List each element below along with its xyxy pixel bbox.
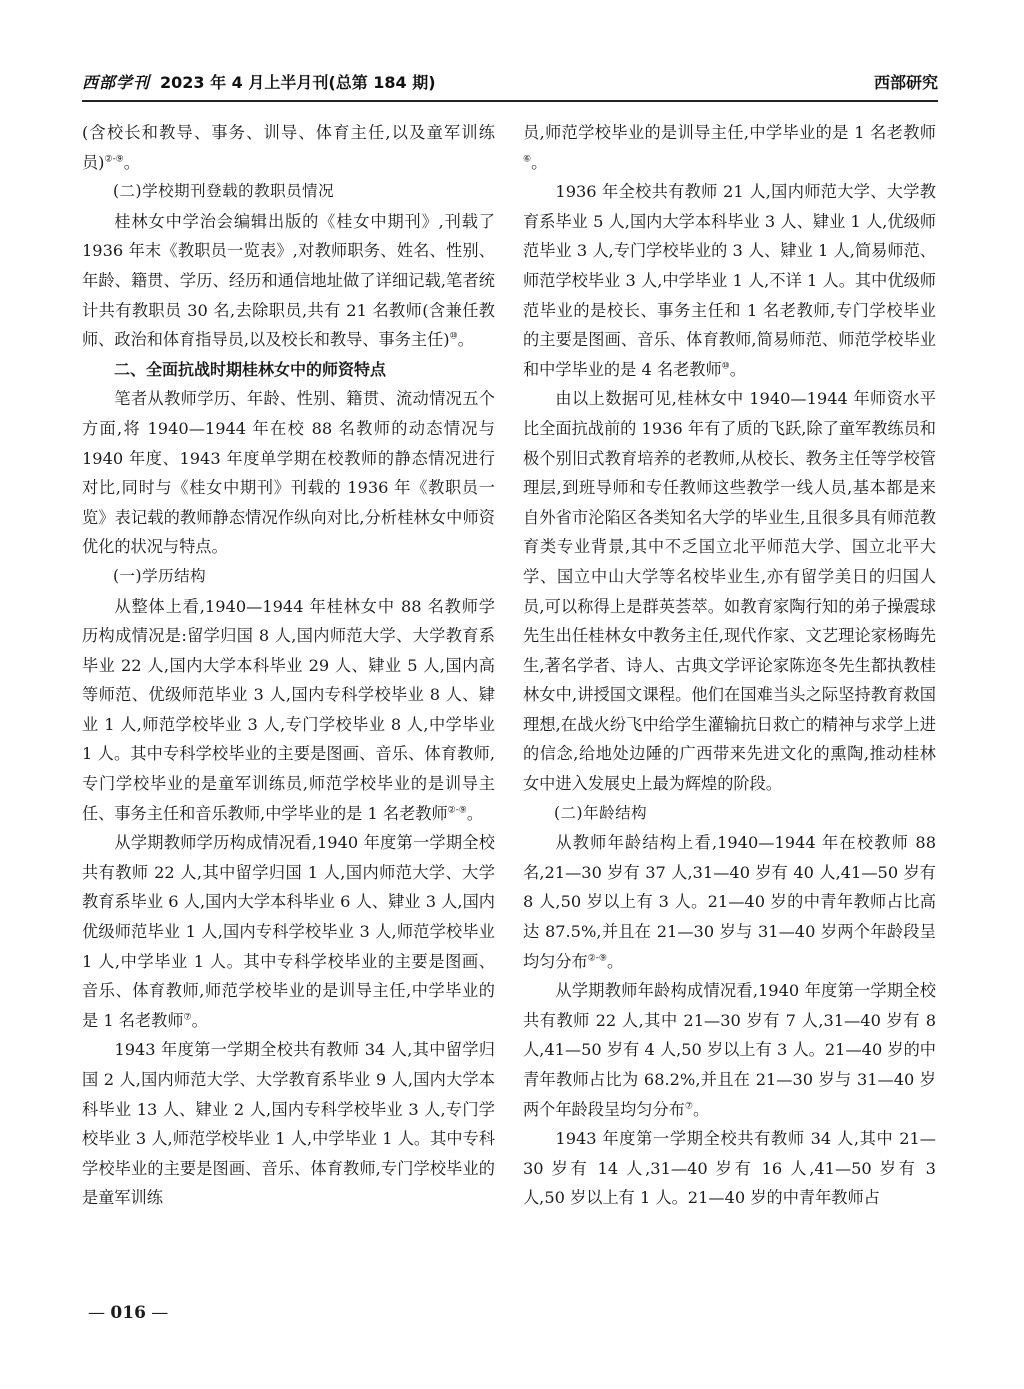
issue-info: 2023 年 4 月上半月刊(总第 184 期) xyxy=(160,73,436,92)
journal-logo: 西部学刊 xyxy=(82,73,151,92)
running-header xyxy=(82,66,938,102)
paragraph: 从教师年龄结构上看,1940—1944 年在校教师 88 名,21—30 岁有 37 人,31—40 岁有 40 人,41—50 岁有 8 人,50 岁以上有 3 人。21—40 岁的中青年教师占比高达 87.5%,并且在 21—30 岁与 31—40 岁两个年龄段呈均匀分布②-⑨。 xyxy=(523,833,936,971)
section-heading: 二、全面抗战时期桂林女中的师资特点 xyxy=(114,359,387,379)
footnote-ref: ⑩ xyxy=(449,331,458,342)
paragraph: 1943 年度第一学期全校共有教师 34 人,其中留学归国 2 人,国内师范大学、大学教育系毕业 9 人,国内大学本科毕业 13 人、肄业 2 人,国内专科学校毕业 3 人,专门学校毕业 3 人,师范学校毕业 1 人,中学毕业 1 人。其中专科学校毕业的主要是图画、音乐、体育教师,专门学校毕业的是童军训练 xyxy=(82,1040,495,1208)
footnote-ref: ②-⑨ xyxy=(104,154,124,165)
footnote-ref: ②-⑨ xyxy=(447,805,467,816)
paragraph: 由以上数据可见,桂林女中 1940—1944 年师资水平比全面抗战前的 1936 年有了质的飞跃,除了童军教练员和极个别旧式教育培养的老教师,从校长、教务主任等学校管理层,到班导师和专任教师这些教学一线人员,基本都是来自外省市沦陷区各类知名大学的毕业生,且很多具有师范教育类专业背景,其中不乏国立北平师范大学、国立北平大学、国立中山大学等名校毕业生,亦有留学美日的归国人员,可以称得上是群英荟萃。如教育家陶行知的弟子操震球先生出任桂林女中教务主任,现代作家、文艺理论家杨晦先生,著名学者、诗人、古典文学评论家陈迩冬先生都执教桂林女中,讲授国文课程。他们在国难当头之际坚持教育救国理想,在战火纷飞中给学生灌输抗日救亡的精神与求学上进的信念,给地处边陲的广西带来先进文化的熏陶,推动桂林女中进入发展史上最为辉煌的阶段。 xyxy=(523,389,936,794)
section-title: 西部研究 xyxy=(873,73,938,92)
paragraph: 从整体上看,1940—1944 年桂林女中 88 名教师学历构成情况是:留学归国 8 人,国内师范大学、大学教育系毕业 22 人,国内大学本科毕业 29 人、肄业 5 人,国内高等师范、优级师范毕业 3 人,国内专科学校毕业 8 人、肄业 1 人,师范学校毕业 3 人,专门学校毕业 8 人,中学毕业 1 人。其中专科学校毕业的主要是图画、音乐、体育教师,专门学校毕业的是童军训练员,师范学校毕业的是训导主任、事务主任和音乐教师,中学毕业的是 1 名老教师②-⑨。 xyxy=(82,596,495,823)
paragraph: 笔者从教师学历、年龄、性别、籍贯、流动情况五个方面,将 1940—1944 年在校 88 名教师的动态情况与 1940 年度、1943 年度单学期在校教师的静态情况进行对比,同时与《桂女中期刊》刊载的 1936 年《教职员一览》表记载的教师静态情况作纵向对比,分析桂林女中师资优化的状况与特点。 xyxy=(82,389,495,557)
paragraph: (含校长和教导、事务、训导、体育主任,以及童军训练员)②-⑨。 xyxy=(82,123,495,172)
paragraph: 1936 年全校共有教师 21 人,国内师范大学、大学教育系毕业 5 人,国内大学本科毕业 3 人、肄业 1 人,优级师范毕业 3 人,专门学校毕业的 3 人、肄业 1 人,简易师范、师范学校毕业 3 人,中学毕业 1 人,不详 1 人。其中优级师范毕业的是校长、事务主任和 1 名老教师,专门学校毕业的主要是图画、音乐、体育教师,简易师范、师范学校毕业和中学毕业的是 4 名老教师⑩。 xyxy=(523,182,936,379)
page-number: 016 xyxy=(110,1303,146,1323)
right-column xyxy=(523,118,936,1318)
paragraph: 从学期教师年龄构成情况看,1940 年度第一学期全校共有教师 22 人,其中 21—30 岁有 7 人,31—40 岁有 8 人,41—50 岁有 4 人,50 岁以上有 3 人。21—40 岁的中青年教师占比为 68.2%,并且在 21—30 岁与 31—40 岁两个年龄段呈均匀分布⑦。 xyxy=(523,981,936,1119)
left-column xyxy=(82,118,495,1318)
footnote-ref: ⑥ xyxy=(523,154,532,165)
paragraph: 桂林女中学治会编辑出版的《桂女中期刊》,刊载了 1936 年末《教职员一览表》,对教师职务、姓名、性别、年龄、籍贯、学历、经历和通信地址做了详细记载,笔者统计共有教职员 30 名,去除职员,共有 21 名教师(含兼任教师、政治和体育指导员,以及校长和教导、事务主任)⑩。 xyxy=(82,211,495,350)
page-footer xyxy=(88,1303,168,1323)
footnote-ref: ⑦ xyxy=(684,1101,693,1112)
subsection-heading: (一)学历结构 xyxy=(113,566,207,585)
paragraph: 1943 年度第一学期全校共有教师 34 人,其中 21—30 岁有 14 人,31—40 岁有 16 人,41—50 岁有 3 人,50 岁以上有 1 人。21—40 岁的中青年教师占 xyxy=(523,1129,936,1208)
dash-left-icon: — xyxy=(88,1303,111,1323)
paragraph: 从学期教师学历构成情况看,1940 年度第一学期全校共有教师 22 人,其中留学归国 1 人,国内师范大学、大学教育系毕业 6 人,国内大学本科毕业 6 人、肄业 3 人,国内优级师范毕业 1 人,国内专科学校毕业 3 人,师范学校毕业 1 人,中学毕业 1 人。其中专科学校毕业的主要是图画、音乐、体育教师,师范学校毕业的是训导主任,中学毕业的是 1 名老教师⑦。 xyxy=(82,833,495,1030)
subsection-heading: (二)学校期刊登载的教职员情况 xyxy=(113,182,335,201)
footnote-ref: ⑩ xyxy=(721,361,730,372)
dash-right-icon: — xyxy=(145,1303,169,1323)
subsection-heading: (二)年龄结构 xyxy=(554,803,648,822)
footnote-ref: ②-⑨ xyxy=(587,953,607,964)
paragraph: 员,师范学校毕业的是训导主任,中学毕业的是 1 名老教师⑥。 xyxy=(523,123,936,172)
footnote-ref: ⑦ xyxy=(183,1012,192,1023)
